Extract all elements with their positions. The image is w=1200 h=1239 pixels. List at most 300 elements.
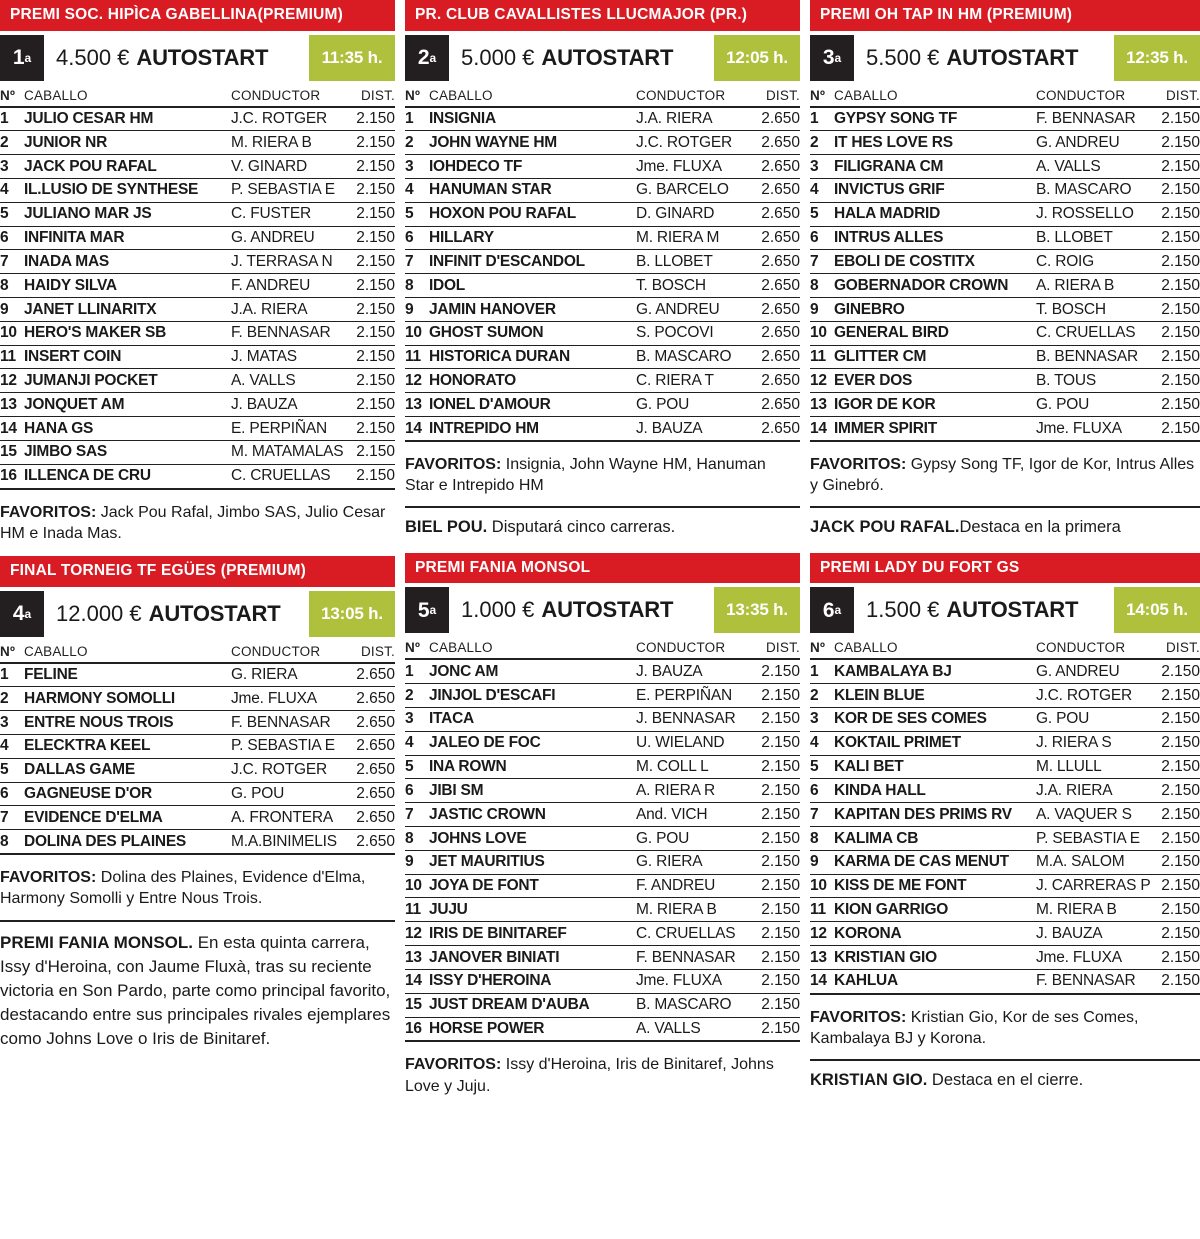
distance: 2.650	[343, 758, 395, 782]
horse-name: HALA MADRID	[834, 202, 1036, 226]
horse-name: IRIS DE BINITAREF	[429, 922, 636, 946]
race-number-badge-2	[405, 35, 449, 81]
horse-name: KAPITAN DES PRIMS RV	[834, 803, 1036, 827]
distance: 2.150	[1148, 202, 1200, 226]
prize-amount-6: 1.500 €	[866, 597, 940, 623]
favorites-text-4: Dolina des Plaines, Evidence d'Elma, Harmony Somolli y Entre Nous Trois.	[0, 869, 366, 908]
horse-name: JIMBO SAS	[24, 440, 231, 464]
table-row	[810, 226, 1200, 250]
header-no: Nº	[405, 640, 429, 659]
race-block-2	[405, 0, 800, 551]
driver-name: C. RIERA T	[636, 369, 748, 393]
table-row	[0, 178, 395, 202]
header-driver: CONDUCTOR	[1036, 640, 1148, 659]
runner-number: 8	[405, 274, 429, 298]
runner-number: 10	[810, 874, 834, 898]
favorites-4	[0, 867, 395, 910]
distance: 2.150	[748, 874, 800, 898]
runner-number: 13	[0, 393, 24, 417]
distance: 2.650	[748, 107, 800, 131]
horse-name: KARMA DE CAS MENUT	[834, 850, 1036, 874]
distance: 2.150	[343, 393, 395, 417]
runner-number: 1	[0, 663, 24, 687]
table-row	[405, 731, 800, 755]
race-number-badge-3	[810, 35, 854, 81]
horse-name: KAMBALAYA BJ	[834, 659, 1036, 683]
header-dist: DIST.	[748, 88, 800, 107]
table-row	[405, 827, 800, 851]
table-row	[405, 946, 800, 970]
horse-name: JOYA DE FONT	[429, 874, 636, 898]
prize-amount-3: 5.500 €	[866, 44, 940, 70]
runner-number: 7	[405, 250, 429, 274]
race-number-sup-2: a	[429, 50, 437, 65]
horse-name: IMMER SPIRIT	[834, 417, 1036, 441]
runner-number: 3	[405, 155, 429, 179]
runner-number: 14	[810, 969, 834, 993]
distance: 2.150	[1148, 684, 1200, 708]
runner-number: 5	[0, 202, 24, 226]
race-block-4	[0, 556, 395, 1051]
favorites-label: FAVORITOS:	[810, 1008, 907, 1026]
favorites-6	[810, 1007, 1200, 1050]
commentary-paragraph	[0, 920, 395, 1052]
runner-number: 16	[0, 464, 24, 488]
header-dist: DIST.	[343, 644, 395, 663]
race-number-sup-4: a	[24, 606, 32, 621]
table-header-row	[405, 88, 800, 107]
distance: 2.150	[343, 369, 395, 393]
horse-name: INFINITA MAR	[24, 226, 231, 250]
driver-name: A. FRONTERA	[231, 806, 343, 830]
table-row	[810, 850, 1200, 874]
distance: 2.150	[1148, 803, 1200, 827]
distance: 2.650	[343, 806, 395, 830]
runner-number: 13	[405, 946, 429, 970]
runners-table-1	[0, 88, 395, 490]
distance: 2.150	[1148, 321, 1200, 345]
runner-number: 14	[405, 969, 429, 993]
note-lead-2: BIEL POU.	[405, 518, 488, 537]
driver-name: C. FUSTER	[231, 202, 343, 226]
runners-head-1	[0, 88, 395, 107]
runners-table-3	[810, 88, 1200, 442]
table-row	[405, 803, 800, 827]
runner-number: 3	[405, 707, 429, 731]
table-row	[810, 874, 1200, 898]
header-dist: DIST.	[1148, 88, 1200, 107]
runner-number: 12	[0, 369, 24, 393]
table-row	[405, 107, 800, 131]
favorites-label: FAVORITOS:	[405, 1056, 502, 1074]
horse-name: ELECKTRA KEEL	[24, 734, 231, 758]
runner-number: 12	[810, 369, 834, 393]
table-row	[810, 393, 1200, 417]
driver-name: B. LLOBET	[636, 250, 748, 274]
runner-number: 7	[810, 803, 834, 827]
driver-name: B. MASCARO	[1036, 178, 1148, 202]
table-row	[0, 369, 395, 393]
driver-name: A. RIERA R	[636, 779, 748, 803]
distance: 2.150	[748, 969, 800, 993]
driver-name: T. BOSCH	[636, 274, 748, 298]
driver-name: G. RIERA	[231, 663, 343, 687]
runners-table-2	[405, 88, 800, 442]
driver-name: S. POCOVI	[636, 321, 748, 345]
runner-number: 14	[810, 417, 834, 441]
horse-name: KALI BET	[834, 755, 1036, 779]
distance: 2.150	[748, 922, 800, 946]
horse-name: IDOL	[429, 274, 636, 298]
table-row	[810, 898, 1200, 922]
driver-name: G. POU	[231, 782, 343, 806]
horse-name: JACK POU RAFAL	[24, 155, 231, 179]
runner-number: 4	[0, 734, 24, 758]
horse-name: KION GARRIGO	[834, 898, 1036, 922]
runner-number: 1	[405, 107, 429, 131]
table-header-row	[405, 640, 800, 659]
runner-number: 15	[405, 993, 429, 1017]
runner-number: 7	[0, 250, 24, 274]
runner-number: 4	[405, 731, 429, 755]
table-row	[0, 155, 395, 179]
driver-name: M. RIERA B	[231, 131, 343, 155]
race-prize-2	[449, 35, 714, 81]
distance: 2.150	[343, 464, 395, 488]
race-number-3: 3	[822, 46, 835, 69]
horse-name: IONEL D'AMOUR	[429, 393, 636, 417]
driver-name: F. BENNASAR	[231, 711, 343, 735]
driver-name: C. ROIG	[1036, 250, 1148, 274]
driver-name: B. LLOBET	[1036, 226, 1148, 250]
driver-name: J. TERRASA N	[231, 250, 343, 274]
runner-number: 4	[810, 178, 834, 202]
distance: 2.650	[343, 711, 395, 735]
driver-name: F. BENNASAR	[636, 946, 748, 970]
header-dist: DIST.	[748, 640, 800, 659]
horse-name: EVIDENCE D'ELMA	[24, 806, 231, 830]
horse-name: JAMIN HANOVER	[429, 298, 636, 322]
column-gap-2	[800, 0, 810, 1239]
runner-number: 14	[405, 417, 429, 441]
distance: 2.150	[343, 202, 395, 226]
driver-name: A. RIERA B	[1036, 274, 1148, 298]
driver-name: M. COLL L	[636, 755, 748, 779]
driver-name: P. SEBASTIA E	[231, 178, 343, 202]
runner-number: 2	[405, 684, 429, 708]
table-row	[810, 755, 1200, 779]
race-block-6	[810, 553, 1200, 1104]
distance: 2.150	[343, 178, 395, 202]
race-title-4: FINAL TORNEIG TF EGÜES (PREMIUM)	[0, 556, 395, 587]
table-row	[0, 464, 395, 488]
header-horse: CABALLO	[834, 88, 1036, 107]
driver-name: F. BENNASAR	[1036, 969, 1148, 993]
table-row	[405, 178, 800, 202]
horse-name: HOXON POU RAFAL	[429, 202, 636, 226]
table-row	[0, 711, 395, 735]
driver-name: M. RIERA B	[1036, 898, 1148, 922]
header-no: Nº	[0, 644, 24, 663]
horse-name: JOHNS LOVE	[429, 827, 636, 851]
driver-name: M. RIERA B	[636, 898, 748, 922]
horse-name: KOKTAIL PRIMET	[834, 731, 1036, 755]
race-number-5: 5	[417, 598, 430, 622]
runner-number: 15	[0, 440, 24, 464]
table-row	[0, 663, 395, 687]
favorites-1	[0, 502, 395, 545]
runner-number: 6	[0, 226, 24, 250]
driver-name: J.A. RIERA	[1036, 779, 1148, 803]
distance: 2.650	[343, 830, 395, 854]
runner-number: 1	[405, 659, 429, 683]
favorites-5	[405, 1054, 800, 1097]
column-2	[405, 0, 800, 1239]
note-text-2: Disputará cinco carreras.	[487, 518, 676, 537]
race-number-badge-4	[0, 591, 44, 637]
race-number-badge-6	[810, 587, 854, 633]
runner-number: 1	[810, 107, 834, 131]
distance: 2.650	[748, 250, 800, 274]
distance: 2.650	[748, 202, 800, 226]
runner-number: 9	[810, 298, 834, 322]
race-time-2: 12:05 h.	[714, 35, 800, 81]
table-row	[0, 345, 395, 369]
runner-number: 6	[810, 226, 834, 250]
table-row	[0, 440, 395, 464]
header-horse: CABALLO	[24, 88, 231, 107]
runner-number: 6	[0, 782, 24, 806]
runner-number: 3	[0, 711, 24, 735]
horse-name: KLEIN BLUE	[834, 684, 1036, 708]
table-row	[405, 393, 800, 417]
runner-number: 6	[405, 226, 429, 250]
race-number-1: 1	[12, 46, 25, 69]
distance: 2.150	[1148, 155, 1200, 179]
runner-number: 9	[405, 850, 429, 874]
commentary-text: En esta quinta carrera, Issy d'Heroina, con Jaume Fluxà, tras su reciente victoria en Son Pardo, parte como principal favorito, destacando entre sus principales rivales ejemplares como Johns Love o Iris de Binitaref.	[0, 932, 391, 1049]
runner-number: 8	[810, 827, 834, 851]
runner-number: 1	[0, 107, 24, 131]
distance: 2.150	[343, 298, 395, 322]
table-row	[0, 417, 395, 441]
runners-body-6	[810, 659, 1200, 993]
distance: 2.650	[748, 178, 800, 202]
race-block-1	[0, 0, 395, 554]
driver-name: G. ANDREU	[1036, 131, 1148, 155]
runner-number: 11	[405, 898, 429, 922]
favorites-3	[810, 454, 1200, 497]
distance: 2.650	[748, 393, 800, 417]
runner-number: 8	[0, 830, 24, 854]
table-row	[810, 417, 1200, 441]
driver-name: G. ANDREU	[231, 226, 343, 250]
table-row	[810, 298, 1200, 322]
table-header-row	[810, 88, 1200, 107]
runner-number: 14	[0, 417, 24, 441]
distance: 2.150	[343, 417, 395, 441]
header-driver: CONDUCTOR	[1036, 88, 1148, 107]
driver-name: G. ANDREU	[636, 298, 748, 322]
driver-name: G. RIERA	[636, 850, 748, 874]
table-row	[405, 707, 800, 731]
race-number-sup-1: a	[24, 50, 32, 65]
horse-name: JULIANO MAR JS	[24, 202, 231, 226]
commentary-lead: PREMI FANIA MONSOL.	[0, 932, 193, 952]
table-row	[0, 806, 395, 830]
runner-number: 8	[0, 274, 24, 298]
note-lead-3: JACK POU RAFAL.	[810, 518, 960, 537]
header-no: Nº	[0, 88, 24, 107]
distance: 2.150	[748, 827, 800, 851]
race-number-sup-3: a	[834, 50, 842, 65]
runner-number: 13	[810, 946, 834, 970]
runner-number: 10	[405, 874, 429, 898]
horse-name: DALLAS GAME	[24, 758, 231, 782]
distance: 2.150	[343, 131, 395, 155]
driver-name: F. ANDREU	[636, 874, 748, 898]
driver-name: J.C. ROTGER	[231, 758, 343, 782]
header-horse: CABALLO	[429, 88, 636, 107]
table-row	[810, 155, 1200, 179]
horse-name: HILLARY	[429, 226, 636, 250]
race-title-2: PR. CLUB CAVALLISTES LLUCMAJOR (PR.)	[405, 0, 800, 31]
runners-table-6	[810, 640, 1200, 994]
horse-name: INA ROWN	[429, 755, 636, 779]
table-row	[0, 393, 395, 417]
distance: 2.150	[1148, 369, 1200, 393]
header-driver: CONDUCTOR	[231, 644, 343, 663]
distance: 2.650	[343, 782, 395, 806]
table-row	[0, 226, 395, 250]
horse-name: INTREPIDO HM	[429, 417, 636, 441]
header-horse: CABALLO	[834, 640, 1036, 659]
driver-name: F. BENNASAR	[231, 321, 343, 345]
distance: 2.150	[1148, 755, 1200, 779]
runner-number: 3	[810, 155, 834, 179]
driver-name: C. CRUELLAS	[231, 464, 343, 488]
driver-name: P. SEBASTIA E	[1036, 827, 1148, 851]
driver-name: J. BAUZA	[1036, 922, 1148, 946]
horse-name: JULIO CESAR HM	[24, 107, 231, 131]
runner-number: 10	[405, 321, 429, 345]
table-row	[810, 803, 1200, 827]
race-time-3: 12:35 h.	[1114, 35, 1200, 81]
horse-name: KOR DE SES COMES	[834, 707, 1036, 731]
horse-name: KISS DE ME FONT	[834, 874, 1036, 898]
runner-number: 9	[810, 850, 834, 874]
start-type-5: AUTOSTART	[541, 597, 674, 623]
distance: 2.150	[343, 226, 395, 250]
table-row	[0, 202, 395, 226]
distance: 2.150	[1148, 969, 1200, 993]
distance: 2.150	[748, 707, 800, 731]
driver-name: B. TOUS	[1036, 369, 1148, 393]
column-gap-1	[395, 0, 405, 1239]
favorites-label: FAVORITOS:	[810, 455, 907, 473]
driver-name: J. ROSSELLO	[1036, 202, 1148, 226]
start-type-1: AUTOSTART	[136, 44, 269, 70]
distance: 2.150	[748, 659, 800, 683]
distance: 2.150	[1148, 827, 1200, 851]
race-summary-6	[810, 587, 1200, 633]
horse-name: INTRUS ALLES	[834, 226, 1036, 250]
runner-number: 6	[810, 779, 834, 803]
driver-name: M. RIERA M	[636, 226, 748, 250]
horse-name: EVER DOS	[834, 369, 1036, 393]
horse-name: INSERT COIN	[24, 345, 231, 369]
horse-name: JOHN WAYNE HM	[429, 131, 636, 155]
distance: 2.150	[748, 898, 800, 922]
start-type-3: AUTOSTART	[946, 44, 1079, 70]
driver-name: G. BARCELO	[636, 178, 748, 202]
table-header-row	[810, 640, 1200, 659]
table-header-row	[0, 644, 395, 663]
runner-number: 5	[810, 755, 834, 779]
driver-name: T. BOSCH	[1036, 298, 1148, 322]
horse-name: JIBI SM	[429, 779, 636, 803]
horse-name: KALIMA CB	[834, 827, 1036, 851]
table-row	[810, 684, 1200, 708]
horse-name: KRISTIAN GIO	[834, 946, 1036, 970]
table-row	[405, 250, 800, 274]
horse-name: HANA GS	[24, 417, 231, 441]
distance: 2.150	[1148, 922, 1200, 946]
table-row	[405, 131, 800, 155]
driver-name: M. MATAMALAS	[231, 440, 343, 464]
table-row	[810, 345, 1200, 369]
distance: 2.150	[748, 946, 800, 970]
column-3	[810, 0, 1200, 1239]
runner-number: 6	[405, 779, 429, 803]
table-row	[810, 659, 1200, 683]
horse-name: FELINE	[24, 663, 231, 687]
header-no: Nº	[810, 88, 834, 107]
driver-name: Jme. FLUXA	[1036, 946, 1148, 970]
driver-name: J. BAUZA	[636, 417, 748, 441]
race-summary-4	[0, 591, 395, 637]
distance: 2.150	[748, 684, 800, 708]
driver-name: J.C. ROTGER	[231, 107, 343, 131]
driver-name: J.C. ROTGER	[636, 131, 748, 155]
table-row	[0, 274, 395, 298]
driver-name: B. BENNASAR	[1036, 345, 1148, 369]
race-title-6: PREMI LADY DU FORT GS	[810, 553, 1200, 584]
runner-number: 9	[405, 298, 429, 322]
horse-name: IGOR DE KOR	[834, 393, 1036, 417]
race-number-4: 4	[12, 602, 25, 626]
distance: 2.150	[1148, 107, 1200, 131]
runner-number: 4	[405, 178, 429, 202]
table-row	[405, 345, 800, 369]
runners-table-4	[0, 644, 395, 856]
distance: 2.650	[748, 417, 800, 441]
table-row	[405, 1017, 800, 1041]
runners-head-3	[810, 88, 1200, 107]
prize-amount-5: 1.000 €	[461, 597, 535, 623]
horse-name: ENTRE NOUS TROIS	[24, 711, 231, 735]
driver-name: J. BAUZA	[231, 393, 343, 417]
table-row	[405, 874, 800, 898]
driver-name: B. MASCARO	[636, 993, 748, 1017]
runner-number: 2	[810, 131, 834, 155]
header-no: Nº	[405, 88, 429, 107]
runner-number: 4	[0, 178, 24, 202]
driver-name: F. ANDREU	[231, 274, 343, 298]
runner-number: 2	[405, 131, 429, 155]
favorites-label: FAVORITOS:	[405, 455, 502, 473]
column-1	[0, 0, 395, 1239]
